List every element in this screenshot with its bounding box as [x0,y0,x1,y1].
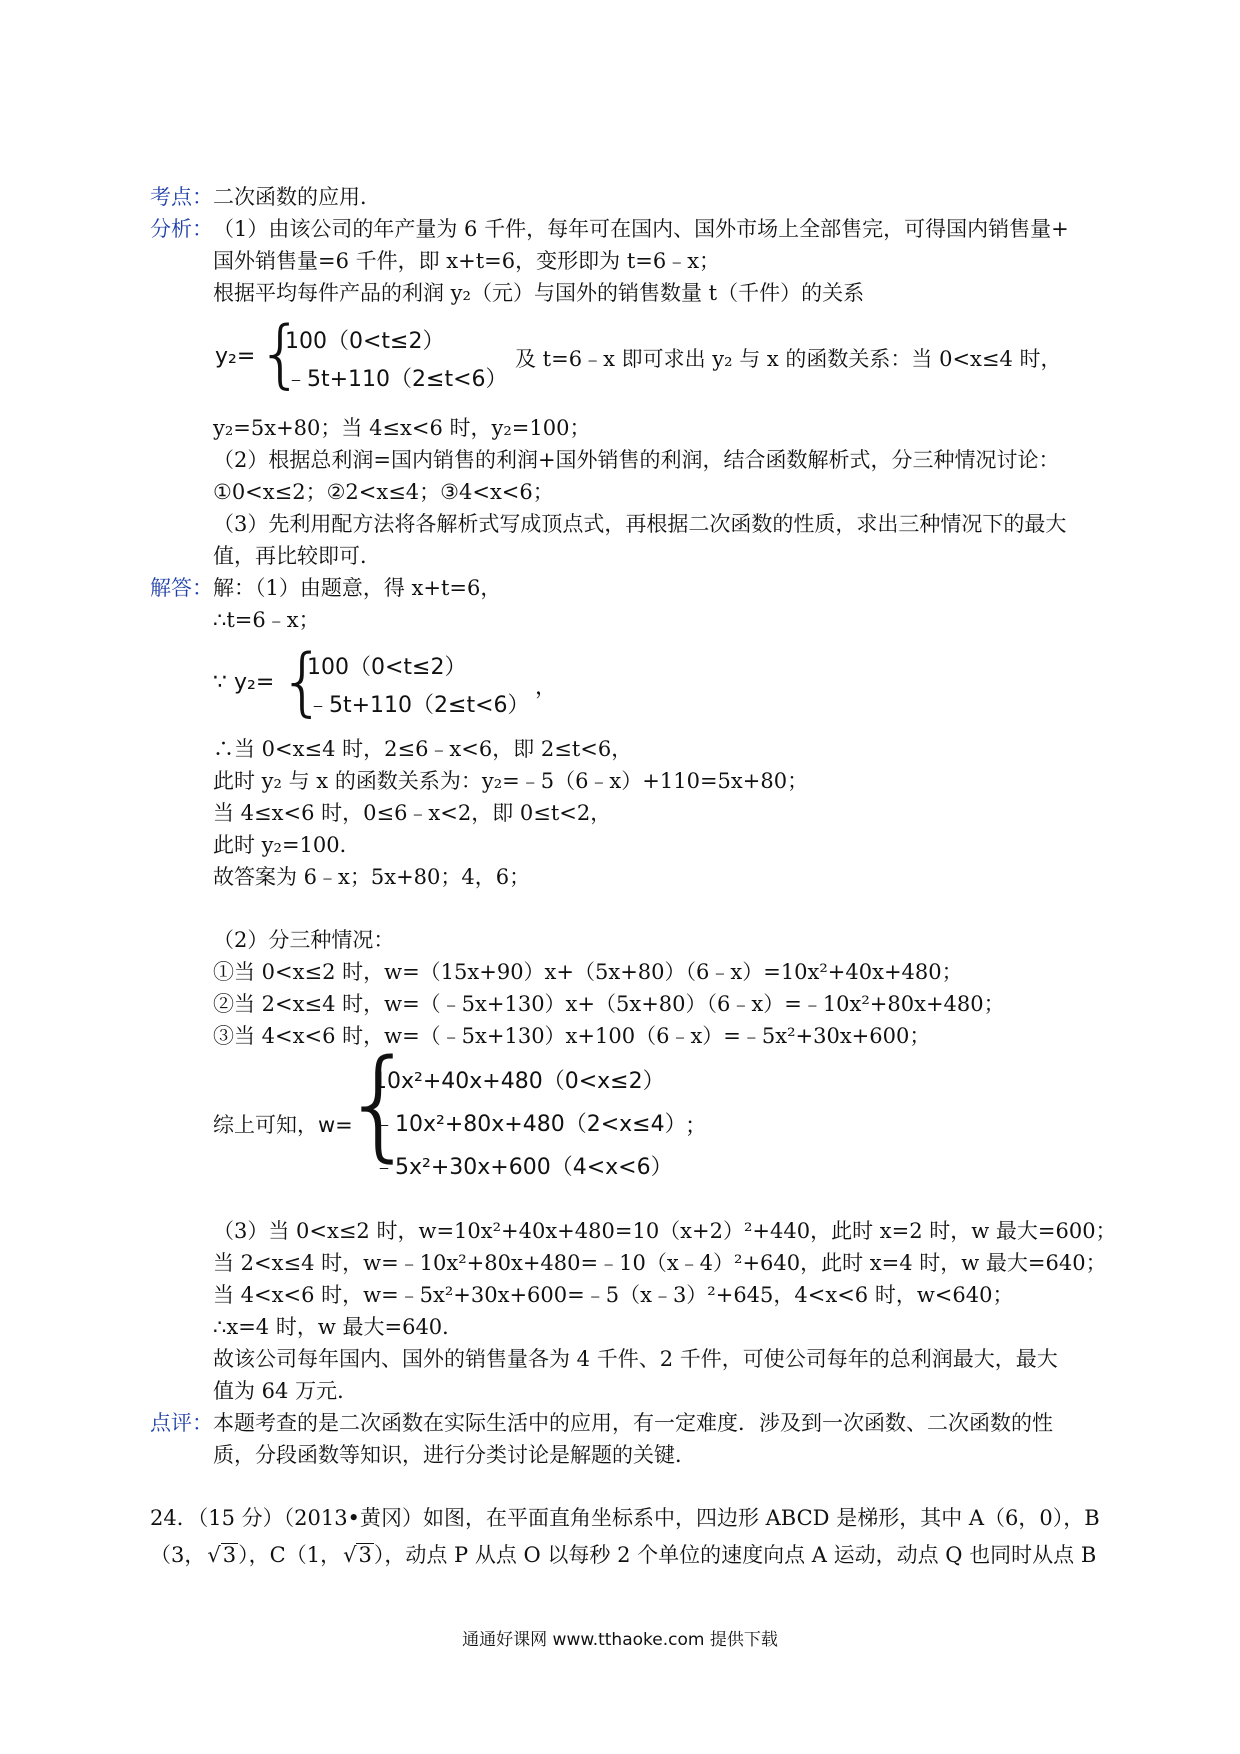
comment-line-2: 质，分段函数等知识，进行分类讨论是解题的关键． [213,1443,696,1467]
piecewise-case-2: ﹣10x²+80x+480（2<x≤4） [373,1112,687,1137]
solution-line-14: 当 2<x≤4 时，w=﹣10x²+80x+480=﹣10（x﹣4）²+640，此时 x=4 时，w 最大=640； [213,1251,1107,1275]
solution-line-17: 故该公司每年国内、国外的销售量各为 4 千件、2 千件，可使公司每年的总利润最大，最大 [213,1347,1058,1371]
piecewise-case-3: ﹣5x²+30x+600（4<x<6） [373,1155,673,1180]
piecewise-lhs: y₂= [215,344,256,369]
solution-line-7: 此时 y₂=100． [213,833,361,857]
solution-line-9: （2）分三种情况： [213,928,395,952]
left-brace: { [257,311,305,397]
problem-24-line-1: 24．（15 分）（2013•黄冈）如图，在平面直角坐标系中，四边形 ABCD 是梯形，其中 A（6，0），B [150,1506,1100,1530]
label-dianping: 点评： [150,1411,213,1435]
solution-line-2: ∴t=6﹣x； [213,608,320,632]
analysis-line-8: （3）先利用配方法将各解析式写成顶点式，再根据二次函数的性质，求出三种情况下的最大 [213,512,1067,536]
analysis-line-3: 根据平均每件产品的利润 y₂（元）与国外的销售数量 t（千件）的关系 [213,281,865,305]
solution-line-15: 当 4<x<6 时，w=﹣5x²+30x+600=﹣5（x﹣3）²+645，4<x<6 时，w<640； [213,1283,1014,1307]
sqrt-3-second: √3 [343,1543,372,1567]
piecewise-lhs: ∵ y₂= [213,670,275,695]
solution-line-18: 值为 64 万元． [213,1379,359,1403]
solution-line-4: ∴当 0<x≤4 时，2≤6﹣x<6，即 2≤t<6， [213,737,633,761]
p24-part-e: ），动点 P 从点 O 以每秒 2 个单位的速度向点 A 运动，动点 Q 也同时从点 B [373,1543,1097,1567]
piecewise-tail: ， [535,675,558,700]
solution-line-8: 故答案为 6﹣x；5x+80；4，6； [213,865,531,889]
solution-line-10: ①当 0<x≤2 时，w=（15x+90）x+（5x+80）（6﹣x）=10x²+40x+480； [213,960,963,984]
sqrt-radicand: 3 [358,1543,372,1567]
piecewise-case-2: ﹣5t+110（2≤t<6） [307,693,530,718]
kaodian-text: 二次函数的应用． [213,185,381,209]
piecewise-case-1: 10x²+40x+480（0<x≤2） [373,1069,665,1094]
analysis-line-1: （1）由该公司的年产量为 6 千件，每年可在国内、国外市场上全部售完，可得国内销售量+ [213,217,1069,241]
solution-line-11: ②当 2<x≤4 时，w=（﹣5x+130）x+（5x+80）（6﹣x）=﹣10x²+80x+480； [213,992,1005,1016]
analysis-line-9: 值，再比较即可． [213,544,381,568]
left-brace: { [279,639,327,725]
piecewise-y2-solution [213,639,613,728]
piecewise-case-2: ﹣5t+110（2≤t<6） [285,367,508,392]
analysis-line-2: 国外销售量=6 千件，即 x+t=6，变形即为 t=6﹣x； [213,249,721,273]
piecewise-case-1: 100（0<t≤2） [307,655,467,680]
comment-line-1: 本题考查的是二次函数在实际生活中的应用，有一定难度．涉及到一次函数、二次函数的性 [213,1411,1053,1435]
piecewise-w [213,1035,733,1186]
solution-line-6: 当 4≤x<6 时，0≤6﹣x<2，即 0≤t<2， [213,801,612,825]
sqrt-3-first: √3 [207,1543,237,1567]
piecewise-lhs: 综上可知，w= [213,1113,353,1137]
piecewise-tail: ； [685,1114,708,1139]
label-fenxi: 分析： [150,217,213,241]
solution-line-1: 解：（1）由题意，得 x+t=6， [213,576,502,600]
piecewise-case-1: 100（0<t≤2） [285,329,445,354]
solution-line-5: 此时 y₂ 与 x 的函数关系为：y₂=﹣5（6﹣x）+110=5x+80； [213,769,809,793]
left-brace: { [341,1035,418,1174]
solution-line-13: （3）当 0<x≤2 时，w=10x²+40x+480=10（x+2）²+440，此时 x=2 时，w 最大=600； [213,1219,1117,1243]
label-kaodian: 考点： [150,185,213,209]
p24-part-a: （3， [150,1543,206,1567]
problem-24-line-2 [150,1540,1096,1570]
solution-line-12: ③当 4<x<6 时，w=（﹣5x+130）x+100（6﹣x）=﹣5x²+30x+600； [213,1024,931,1048]
analysis-line-7: ①0<x≤2；②2<x≤4；③4<x<6； [213,480,554,504]
p24-part-c: ），C（1， [238,1543,342,1567]
sqrt-radicand: 3 [222,1543,237,1567]
analysis-line-5: y₂=5x+80；当 4≤x<6 时，y₂=100； [213,416,591,440]
analysis-line-4-tail: 及 t=6﹣x 即可求出 y₂ 与 x 的函数关系：当 0<x≤4 时， [515,347,1062,371]
analysis-line-6: （2）根据总利润=国内销售的利润+国外销售的利润，结合函数解析式，分三种情况讨论： [213,448,1060,472]
page-footer: 通通好课网 www.tthaoke.com 提供下载 [462,1630,778,1650]
label-jieda: 解答： [150,576,213,600]
solution-line-16: ∴x=4 时，w 最大=640． [213,1315,464,1339]
